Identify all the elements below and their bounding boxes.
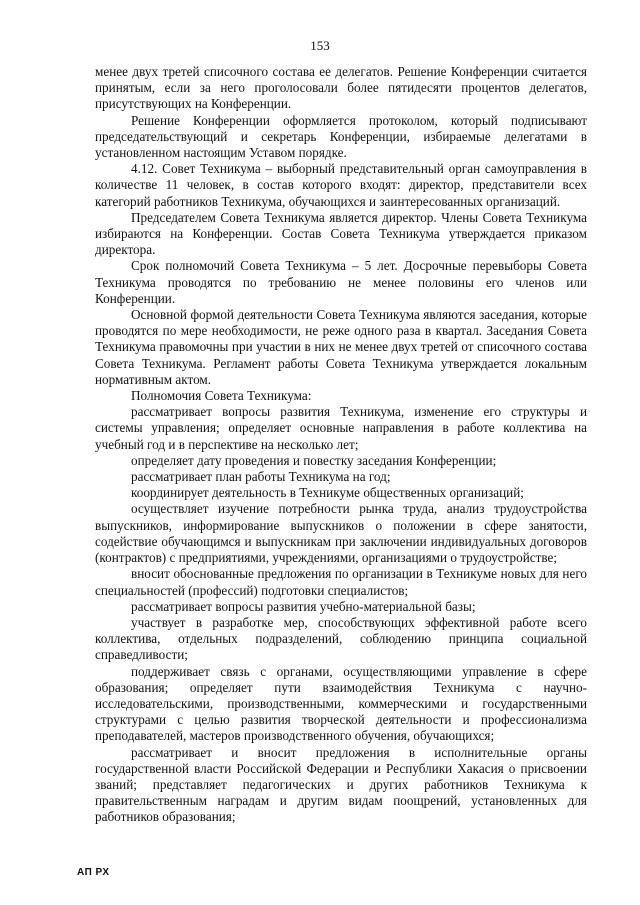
paragraph: рассматривает и вносит предложения в исполнительные органы государственной власти Российской Федерации и Республики Хакасия о присвоении званий; представляет педагогических и других работников Техникума к правительственным наградам и другим видам поощрений, установленных для работников образования; [95,744,587,825]
paragraph: Основной формой деятельности Совета Техникума являются заседания, которые проводятся по мере необходимости, не реже одного раза в квартал. Заседания Совета Техникума правомочны при участии в них не менее двух третей от списочного состава Совета Техникума. Регламент работы Совета Техникума утверждается локальным нормативным актом. [95,307,587,387]
page-number: 153 [310,38,330,53]
paragraph: осуществляет изучение потребности рынка труда, анализ трудоустройства выпускников, информирование выпускников о положении в сфере занятости, содействие обучающимся и выпускникам при заключении индивидуальных договоров (контрактов) с предприятиями, учреждениями, организациями о трудоустройстве; [95,501,587,566]
paragraph: Решение Конференции оформляется протоколом, который подписывают председательствующий и секретарь Конференции, избираемые делегатами в установленном настоящим Уставом порядке. [95,112,587,161]
document-body [95,64,587,826]
paragraph: поддерживает связь с органами, осуществляющими управление в сфере образования; определяет пути взаимодействия Техникума с научно-исследовательскими, производственными, коммерческими и государственными структурами с целью развития творческой деятельности и профессионализма преподавателей, мастеров производственного обучения, обучающихся; [95,663,587,744]
paragraph: Срок полномочий Совета Техникума – 5 лет. Досрочные перевыборы Совета Техникума проводятся по требованию не менее половины его членов или Конференции. [95,258,587,306]
paragraph: участвует в разработке мер, способствующих эффективной работе всего коллектива, отдельных подразделений, соблюдению принципа социальной справедливости; [95,614,587,663]
paragraph: рассматривает вопросы развития Техникума, изменение его структуры и системы управления; определяет основные направления в работе коллектива на учебный год и в перспективе на несколько лет; [95,404,587,452]
footer-mark: АП РХ [77,867,110,878]
paragraph: Полномочия Совета Техникума: [131,388,312,404]
paragraph: рассматривает вопросы развития учебно-материальной базы; [131,598,476,614]
paragraph: координирует деятельность в Техникуме общественных организаций; [131,485,524,501]
paragraph: менее двух третей списочного состава ее делегатов. Решение Конференции считается принятым, если за него проголосовали более пятидесяти процентов делегатов, присутствующих на Конференции. [95,64,587,112]
paragraph: вносит обоснованные предложения по организации в Техникуме новых для него специальностей (профессий) подготовки специалистов; [95,566,587,598]
paragraph: определяет дату проведения и повестку заседания Конференции; [131,452,497,468]
paragraph: рассматривает план работы Техникума на год; [131,469,391,485]
paragraph: Председателем Совета Техникума является директор. Члены Совета Техникума избираются на Конференции. Состав Совета Техникума утверждается приказом директора. [95,209,587,258]
paragraph: 4.12. Совет Техникума – выборный представительный орган самоуправления в количестве 11 человек, в состав которого входят: директор, представители всех категорий работников Техникума, обучающихся и заинтересованных организаций. [95,161,587,209]
